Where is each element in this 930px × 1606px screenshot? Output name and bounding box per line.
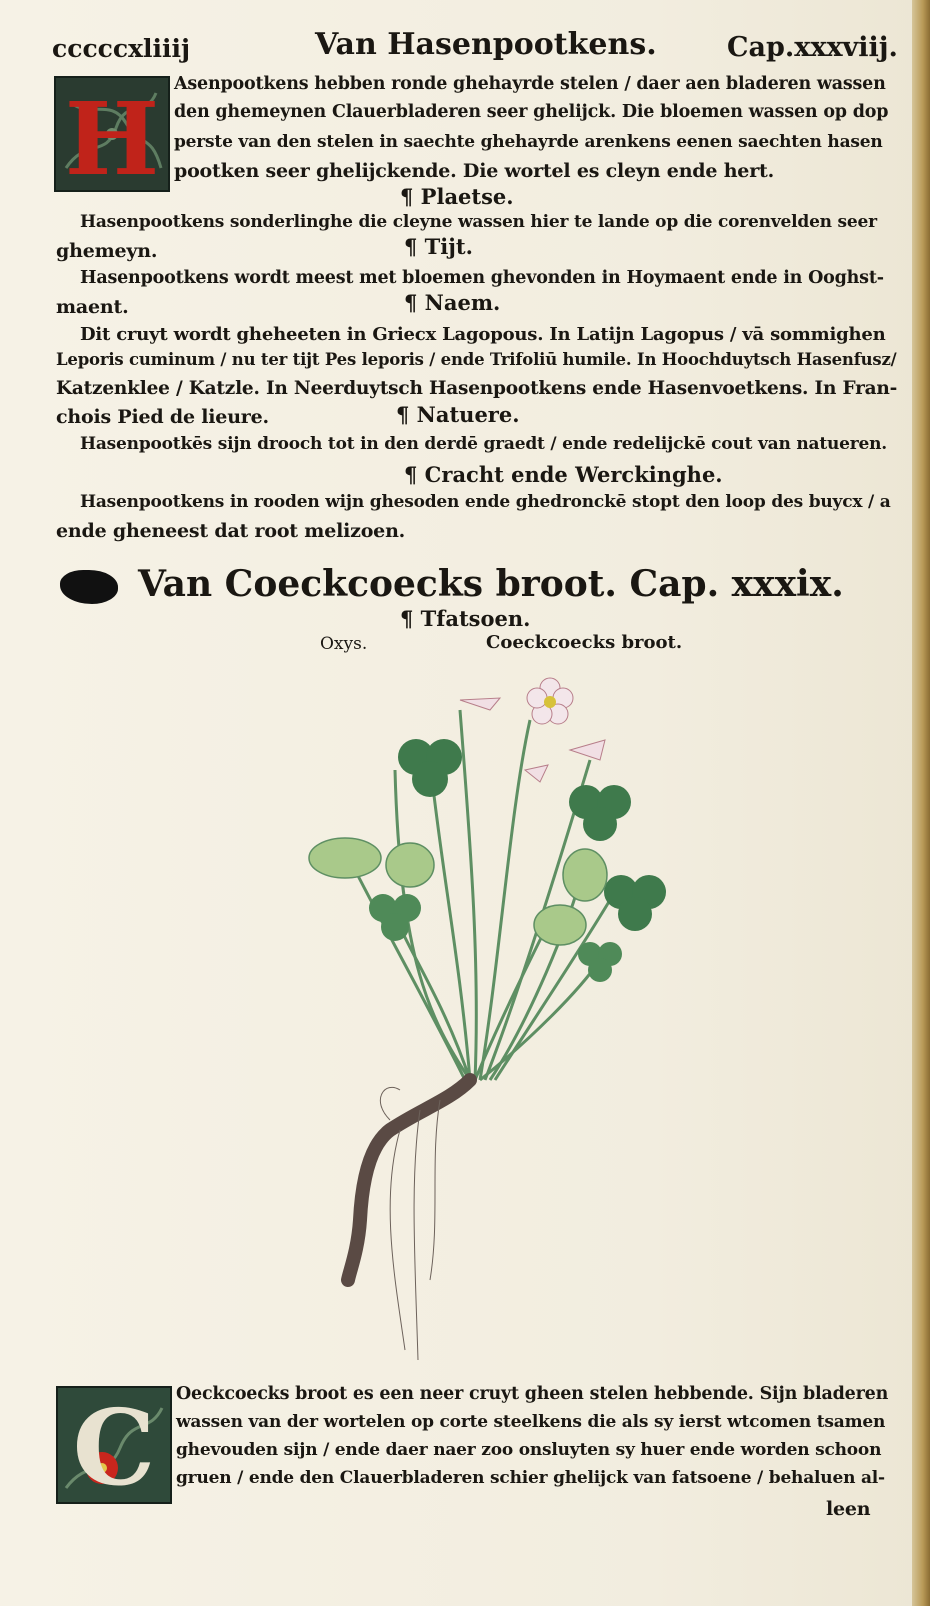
chapter-title-text: Van Coeckcoecks broot. Cap. xxxix.: [138, 563, 844, 605]
text-line: Dit cruyt wordt gheheeten in Griecx Lagopous. In Latijn Lagopus / vā sommighen: [80, 324, 886, 345]
heading-cracht: ¶ Cracht ende Werckinghe.: [404, 462, 723, 487]
text-line: Hasenpootkēs sijn drooch tot in den derdē graedt / ende redelijckē cout van natueren.: [80, 434, 888, 454]
text-line: den ghemeynen Clauerbladeren seer ghelijck. Die bloemen wassen op dop: [174, 102, 889, 122]
text-line: ghevouden sijn / ende daer naer zoo onsluyten sy huer ende worden schoon: [176, 1440, 882, 1460]
initial-letter-h: H: [64, 80, 160, 192]
ink-blot-icon: [60, 570, 118, 604]
folio-number: cccccxliiij: [52, 34, 191, 63]
text-line: leen: [826, 1498, 871, 1520]
figure-caption-dutch: Coeckcoecks broot.: [486, 632, 683, 653]
text-line: Asenpootkens hebben ronde ghehayrde stelen / daer aen bladeren wassen: [174, 74, 886, 94]
figure-caption-latin: Oxys.: [320, 634, 368, 654]
heading-plaetse: ¶ Plaetse.: [400, 184, 514, 209]
text-line: ende gheneest dat root melizoen.: [56, 520, 406, 542]
text-line: chois Pied de lieure.: [56, 406, 269, 428]
running-title: Van Hasenpootkens.: [315, 27, 657, 62]
initial-letter-c: C: [72, 1386, 156, 1504]
text-line: Hasenpootkens wordt meest met bloemen ghevonden in Hoymaent ende in Ooghst-: [80, 268, 884, 288]
chapter-title: [60, 563, 844, 605]
plant-illustration: [0, 660, 930, 1420]
text-line: Oeckcoecks broot es een neer cruyt gheen stelen hebbende. Sijn bladeren: [176, 1384, 889, 1404]
text-line: wassen van der wortelen op corte steelkens die als sy ierst wtcomen tsamen: [176, 1412, 886, 1432]
text-line: Hasenpootkens sonderlinghe die cleyne wassen hier te lande op die corenvelden seer: [80, 212, 877, 232]
text-line: pootken seer ghelijckende. Die wortel es cleyn ende hert.: [174, 160, 774, 182]
decorated-initial-c: [56, 1386, 172, 1504]
heading-natuere: ¶ Natuere.: [396, 402, 520, 427]
text-line: perste van den stelen in saechte ghehayrde arenkens eenen saechten hasen: [174, 132, 883, 152]
heading-tijt: ¶ Tijt.: [404, 234, 473, 259]
heading-naem: ¶ Naem.: [404, 290, 501, 315]
chapter-reference: Cap.xxxviij.: [727, 32, 898, 63]
flowers: [460, 678, 605, 782]
text-line: gruen / ende den Clauerbladeren schier ghelijck van fatsoene / behaluen al-: [176, 1468, 885, 1488]
decorated-initial-h: [54, 76, 170, 192]
text-line: Hasenpootkens in rooden wijn ghesoden ende ghedronckē stopt den loop des buycx / a: [80, 492, 891, 512]
root: [348, 1080, 470, 1280]
heading-fatsoen: ¶ Tfatsoen.: [400, 606, 531, 631]
text-line: ghemeyn.: [56, 240, 158, 262]
text-line: Katzenklee / Katzle. In Neerduytsch Hasenpootkens ende Hasenvoetkens. In Fran-: [56, 378, 898, 399]
text-line: Leporis cuminum / nu ter tijt Pes leporis / ende Trifoliū humile. In Hoochduytsch Hasenfusz/: [56, 350, 897, 369]
text-line: maent.: [56, 296, 129, 318]
